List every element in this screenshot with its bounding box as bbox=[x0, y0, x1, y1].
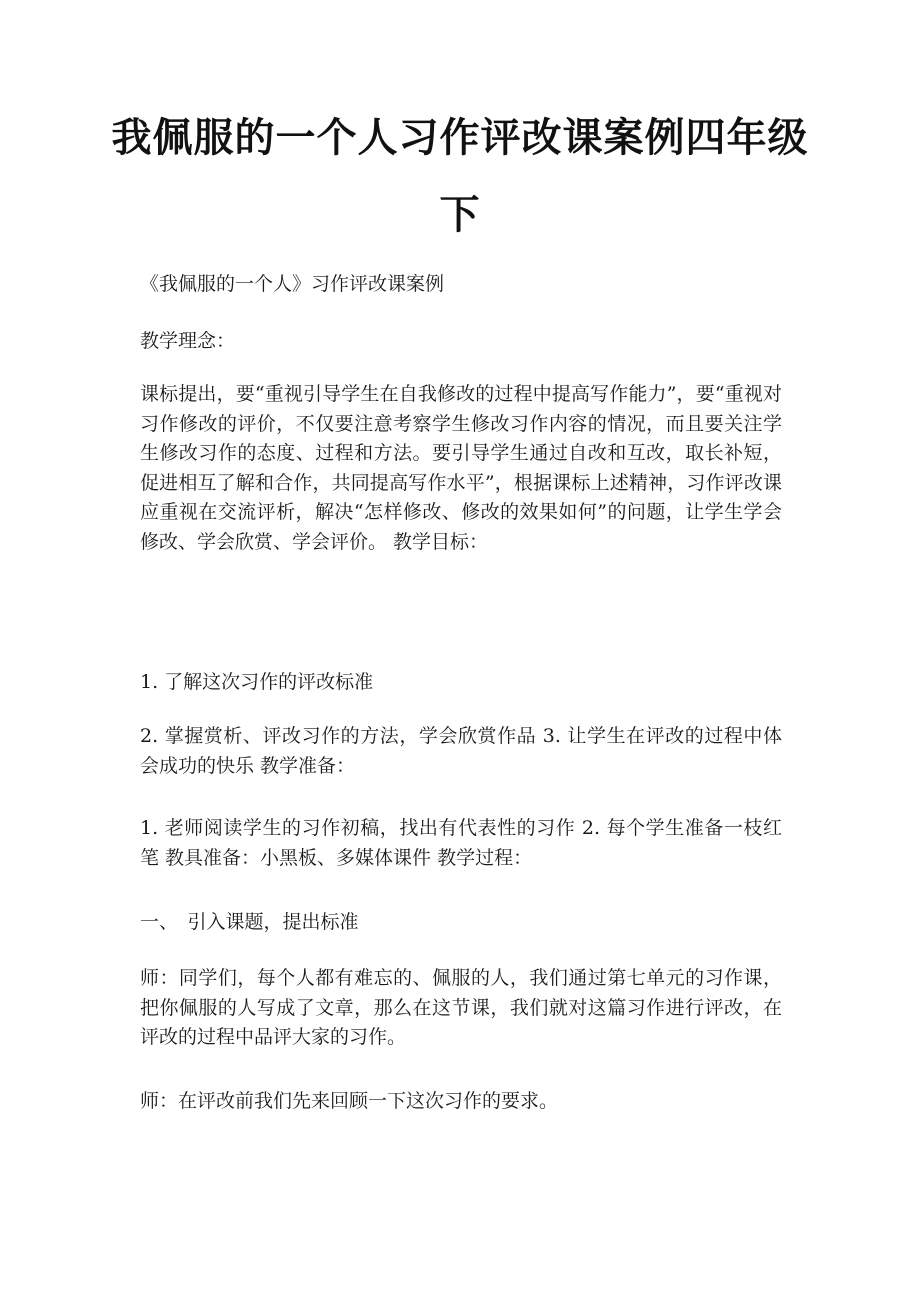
document-title: 我佩服的一个人习作评改课案例四年级下 bbox=[111, 115, 809, 238]
section-heading-1: 一、 引入课题，提出标准 bbox=[140, 911, 359, 933]
subtitle-paragraph: 《我佩服的一个人》习作评改课案例 bbox=[140, 273, 445, 295]
goal-item-2-3-paragraph: 2. 掌握赏析、评改习作的方法，学会欣赏作品 3. 让学生在评改的过程中体会成功的快乐 教学准备： bbox=[140, 725, 782, 777]
teacher-speech-2: 师：在评改前我们先来回顾一下这次习作的要求。 bbox=[140, 1090, 559, 1112]
preparation-paragraph: 1. 老师阅读学生的习作初稿，找出有代表性的习作 2. 每个学生准备一枝红笔 教具准备：小黑板、多媒体课件 教学过程： bbox=[140, 817, 782, 869]
goal-item-1: 1. 了解这次习作的评改标准 bbox=[140, 671, 374, 693]
teacher-speech-1: 师：同学们，每个人都有难忘的、佩服的人，我们通过第七单元的习作课，把你佩服的人写成了文章，那么在这节课，我们就对这篇习作进行评改，在评改的过程中品评大家的习作。 bbox=[140, 967, 782, 1048]
teaching-philosophy-paragraph: 课标提出，要“重视引导学生在自我修改的过程中提高写作能力”，要“重视对习作修改的评价，不仅要注意考察学生修改习作内容的情况，而且要关注学生修改习作的态度、过程和方法。要引导学生通过自改和互改，取长补短，促进相互了解和合作，共同提高写作水平”，根据课标上述精神，习作评改课应重视在交流评析，解决“怎样修改、修改的效果如何”的问题，让学生学会修改、学会欣赏、学会评价。 教学目标： bbox=[140, 383, 782, 553]
teaching-philosophy-label: 教学理念： bbox=[140, 330, 236, 352]
